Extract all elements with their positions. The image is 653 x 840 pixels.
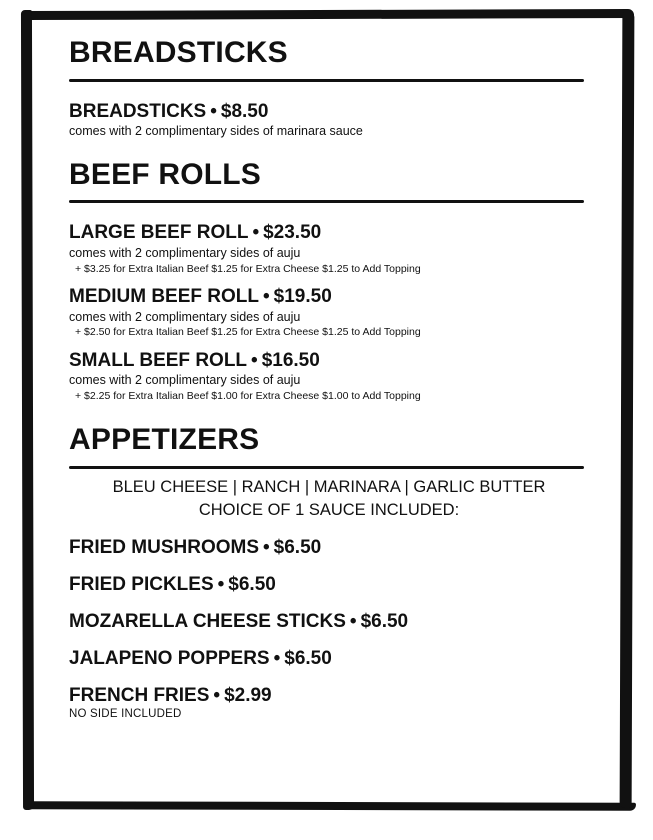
item-name: FRENCH FRIES — [69, 684, 210, 706]
item-heading — [69, 537, 589, 560]
separator-dot: • — [210, 100, 217, 122]
section-divider — [69, 200, 584, 203]
section-title: BREADSTICKS — [69, 36, 288, 69]
item-heading — [69, 574, 589, 597]
separator-dot: • — [349, 611, 357, 632]
item-heading — [69, 648, 589, 671]
separator-dot: • — [213, 684, 221, 706]
frame-top-border — [22, 9, 634, 20]
separator-dot: • — [217, 574, 225, 596]
item-heading — [69, 101, 589, 124]
menu-item — [69, 648, 589, 671]
separator-dot: • — [263, 285, 270, 307]
separator-dot: • — [252, 222, 260, 244]
item-heading — [69, 222, 589, 245]
item-price: $8.50 — [220, 100, 269, 122]
item-add-ons: + $3.25 for Extra Italian Beef $1.25 for Extra Cheese $1.25 to Add Topping — [75, 262, 421, 275]
item-name: FRIED MUSHROOMS — [69, 537, 259, 559]
item-price: $6.50 — [273, 537, 322, 559]
item-heading — [69, 350, 589, 373]
item-price: $6.50 — [360, 611, 409, 632]
item-name: MEDIUM BEEF ROLL — [69, 285, 259, 307]
frame-right-border — [620, 12, 635, 808]
item-price: $16.50 — [261, 349, 320, 371]
item-description: comes with 2 complimentary sides of auju — [69, 246, 301, 261]
item-price: $23.50 — [263, 222, 322, 244]
frame-bottom-border — [24, 801, 636, 811]
item-price: $6.50 — [284, 647, 332, 669]
item-heading — [69, 611, 589, 634]
separator-dot: • — [263, 537, 270, 559]
frame-left-border — [21, 10, 34, 810]
item-heading — [69, 685, 589, 708]
menu-item — [69, 611, 589, 634]
section-beef-rolls — [69, 158, 589, 403]
item-name: LARGE BEEF ROLL — [69, 222, 249, 244]
item-description: comes with 2 complimentary sides of marinara sauce — [69, 124, 363, 139]
item-name: MOZARELLA CHEESE STICKS — [69, 611, 346, 632]
item-note: NO SIDE INCLUDED — [69, 708, 182, 721]
item-name: JALAPENO POPPERS — [69, 647, 270, 669]
item-add-ons: + $2.25 for Extra Italian Beef $1.00 for Extra Cheese $1.00 to Add Topping — [75, 389, 421, 402]
item-heading — [69, 286, 589, 309]
item-add-ons: + $2.50 for Extra Italian Beef $1.25 for Extra Cheese $1.25 to Add Topping — [75, 326, 421, 339]
section-appetizers — [69, 423, 589, 720]
sauce-options: BLEU CHEESE | RANCH | MARINARA | GARLIC BUTTER — [112, 477, 546, 496]
item-name: BREADSTICKS — [69, 100, 207, 122]
item-price: $6.50 — [228, 574, 276, 596]
menu-item — [69, 537, 589, 560]
section-title: APPETIZERS — [69, 423, 260, 457]
sauce-note: CHOICE OF 1 SAUCE INCLUDED: — [198, 501, 460, 520]
menu-item — [69, 574, 589, 597]
menu-item — [69, 350, 589, 404]
item-name: FRIED PICKLES — [69, 574, 214, 596]
menu-content — [69, 36, 589, 720]
separator-dot: • — [251, 349, 258, 371]
section-title: BEEF ROLLS — [69, 157, 262, 191]
section-divider — [69, 79, 584, 82]
menu-item — [69, 685, 589, 721]
section-breadsticks — [69, 36, 589, 140]
item-price: $2.99 — [224, 684, 272, 706]
menu-item — [69, 286, 589, 340]
separator-dot: • — [273, 647, 281, 669]
section-divider — [69, 466, 584, 469]
item-price: $19.50 — [273, 285, 332, 307]
menu-item — [69, 101, 589, 140]
item-description: comes with 2 complimentary sides of auju — [69, 309, 301, 324]
item-name: SMALL BEEF ROLL — [69, 349, 248, 371]
menu-item — [69, 222, 589, 276]
item-description: comes with 2 complimentary sides of auju — [69, 373, 301, 388]
